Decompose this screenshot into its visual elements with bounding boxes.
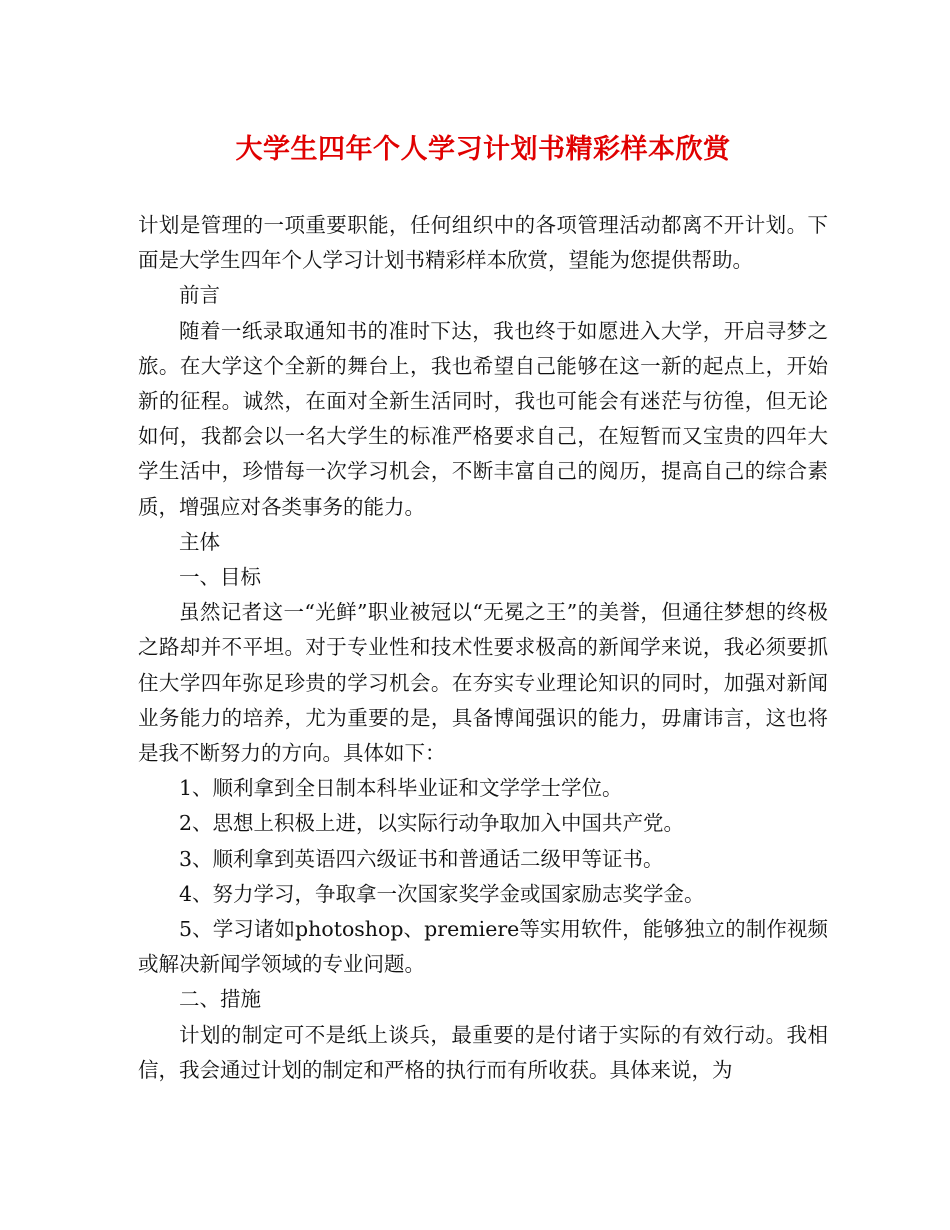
paragraph-intro: 计划是管理的一项重要职能，任何组织中的各项管理活动都离不开计划。下面是大学生四年个人学习计划书精彩样本欣赏，望能为您提供帮助。 xyxy=(138,213,828,273)
document-title: 大学生四年个人学习计划书精彩样本欣赏 xyxy=(235,134,731,165)
heading-preface: 前言 xyxy=(179,283,220,308)
list-item-goal-3: 3、顺利拿到英语四六级证书和普通话二级甲等证书。 xyxy=(179,846,664,871)
paragraph-goals: 虽然记者这一“光鲜”职业被冠以“无冕之王”的美誉，但通往梦想的终极之路却并不平坦。对于专业性和技术性要求极高的新闻学来说，我必须要抓住大学四年弥足珍贵的学习机会。在夯实专业理论知识的同时，加强对新闻业务能力的培养，尤为重要的是，具备博闻强识的能力，毋庸讳言，这也将是我不断努力的方向。具体如下： xyxy=(138,600,828,766)
paragraph-preface: 随着一纸录取通知书的准时下达，我也终于如愿进入大学，开启寻梦之旅。在大学这个全新的舞台上，我也希望自己能够在这一新的起点上，开始新的征程。诚然，在面对全新生活同时，我也可能会有迷茫与彷徨，但无论如何，我都会以一名大学生的标准严格要求自己，在短暂而又宝贵的四年大学生活中，珍惜每一次学习机会，不断丰富自己的阅历，提高自己的综合素质，增强应对各类事务的能力。 xyxy=(138,318,828,519)
heading-measures: 二、措施 xyxy=(179,987,261,1012)
heading-goals: 一、目标 xyxy=(179,565,261,590)
document-page xyxy=(138,128,828,1088)
list-item-goal-1: 1、顺利拿到全日制本科毕业证和文学学士学位。 xyxy=(179,776,623,801)
paragraph-measures: 计划的制定可不是纸上谈兵，最重要的是付诸于实际的有效行动。我相信，我会通过计划的制定和严格的执行而有所收获。具体来说，为 xyxy=(138,1022,828,1082)
heading-main-body: 主体 xyxy=(179,529,220,554)
document-body xyxy=(138,208,828,1088)
list-item-goal-5: 5、学习诸如photoshop、premiere等实用软件，能够独立的制作视频或解决新闻学领域的专业问题。 xyxy=(138,917,828,977)
list-item-goal-4: 4、努力学习，争取拿一次国家奖学金或国家励志奖学金。 xyxy=(179,881,705,906)
list-item-goal-2: 2、思想上积极上进，以实际行动争取加入中国共产党。 xyxy=(179,811,685,836)
